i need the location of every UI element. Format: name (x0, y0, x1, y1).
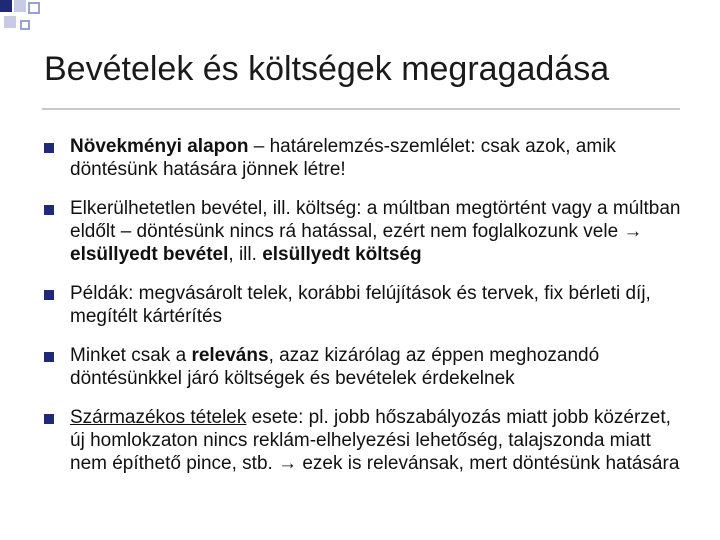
square-bullet-icon (44, 205, 54, 215)
list-item (44, 406, 684, 475)
bullet-rest-text: esete: pl. jobb hőszabályozás miatt jobb közérzet, új homlokzaton nincs reklám-elhelyezési lehetőség, talajszonda miatt nem építhető pince, stb. → ezek is relevánsak, mert döntésünk hatására (70, 407, 680, 474)
decor-square (20, 20, 30, 30)
decor-square (28, 2, 40, 14)
bullet-text: Példák: megvásárolt telek, korábbi felújítások és tervek, fix bérleti díj, megítélt kártérítés (70, 283, 651, 327)
square-bullet-icon (44, 414, 54, 424)
list-item (44, 135, 684, 181)
slide-title: Bevételek és költségek megragadása (44, 50, 610, 88)
bullet-text (70, 406, 684, 475)
bullet-bold-text: releváns (191, 345, 269, 366)
bullet-list (44, 135, 684, 491)
list-item (44, 344, 684, 390)
bullet-rest-text: – határelemzés-szemlélet: csak azok, amik döntésünk hatására jönnek létre! (70, 136, 616, 180)
title-divider (42, 108, 680, 110)
corner-decoration (0, 0, 60, 40)
bullet-bold-text: Növekményi alapon (70, 136, 249, 157)
bullet-underlined-text: Származékos tételek (70, 407, 247, 428)
bullet-bold-text: elsüllyedt bevétel (70, 244, 229, 265)
square-bullet-icon (44, 143, 54, 153)
decor-square (14, 0, 26, 12)
decor-square (4, 16, 16, 28)
bullet-text (70, 344, 684, 390)
list-item (44, 282, 684, 328)
bullet-post-text: , azaz kizárólag az éppen meghozandó döntésünkkel járó költségek és bevételek érdekelnek (70, 345, 600, 389)
bullet-bold-text: elsüllyedt költség (262, 244, 422, 265)
decor-square (0, 0, 12, 12)
bullet-text (70, 135, 684, 181)
bullet-pre-text: Elkerülhetetlen bevétel, ill. költség: a múltban megtörtént vagy a múltban eldőlt – döntésünk nincs rá hatással, ezért nem foglalkozunk vele → (70, 198, 681, 242)
square-bullet-icon (44, 290, 54, 300)
list-item (44, 197, 684, 266)
bullet-pre-text: Minket csak a (70, 345, 192, 366)
bullet-text (70, 197, 684, 266)
square-bullet-icon (44, 352, 54, 362)
bullet-mid-text: , ill. (228, 244, 263, 265)
